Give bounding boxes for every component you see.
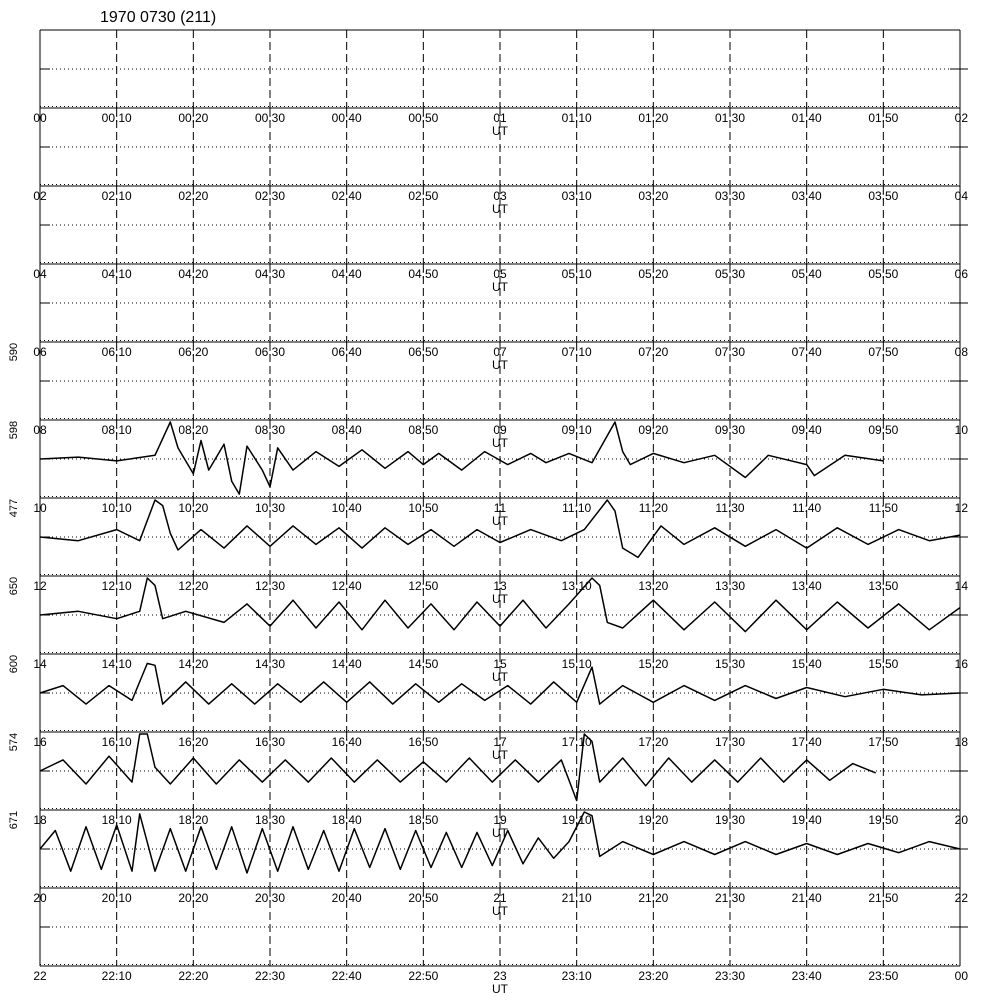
tick-label: 20:40 [331, 891, 362, 905]
tick-label: 05:20 [638, 267, 669, 281]
tick-label: 09 [493, 423, 507, 437]
panel-20 [8, 810, 968, 918]
panel-16 [8, 654, 968, 762]
tick-label: 06:50 [408, 345, 439, 359]
tick-label: 01 [493, 111, 507, 125]
tick-label: 04:20 [178, 267, 209, 281]
tick-label: 01:50 [868, 111, 899, 125]
tick-label: 13:50 [868, 579, 899, 593]
tick-label: 08 [954, 345, 968, 359]
panel-18 [8, 732, 968, 840]
tick-label: 19:20 [638, 813, 669, 827]
side-label: 598 [8, 420, 20, 440]
tick-label: 14:20 [178, 657, 209, 671]
tick-label: 03 [493, 189, 507, 203]
tick-label: 05:40 [791, 267, 822, 281]
tick-label: 11:40 [792, 501, 822, 515]
tick-label: 04:10 [101, 267, 132, 281]
tick-label: 05:30 [714, 267, 746, 281]
panel-10 [8, 420, 968, 528]
trace-line [40, 422, 883, 494]
axis-unit-label: UT [492, 436, 508, 450]
tick-label: 02:10 [101, 189, 132, 203]
tick-label: 17:50 [868, 735, 899, 749]
tick-label: 21:50 [868, 891, 899, 905]
tick-label: 05:50 [868, 267, 899, 281]
tick-label: 02 [33, 189, 47, 203]
tick-label: 00:10 [101, 111, 132, 125]
panel-12 [8, 498, 968, 606]
tick-label: 20:30 [254, 891, 286, 905]
trace-line [40, 734, 876, 801]
tick-label: 19:10 [561, 813, 592, 827]
side-label: 477 [8, 498, 20, 518]
tick-label: 06 [33, 345, 47, 359]
tick-label: 01:20 [638, 111, 669, 125]
tick-label: 06:10 [101, 345, 132, 359]
tick-label: 20:20 [178, 891, 209, 905]
tick-label: 03:10 [561, 189, 592, 203]
tick-label: 04:50 [408, 267, 439, 281]
tick-label: 23 [493, 969, 507, 983]
tick-label: 17:30 [714, 735, 746, 749]
tick-label: 23:40 [791, 969, 822, 983]
tick-label: 19:50 [868, 813, 899, 827]
tick-label: 14:40 [331, 657, 362, 671]
tick-label: 23:20 [638, 969, 669, 983]
tick-label: 20:50 [408, 891, 439, 905]
tick-label: 04:30 [254, 267, 286, 281]
tick-label: 11 [493, 501, 507, 515]
tick-label: 15:50 [868, 657, 899, 671]
tick-label: 00:40 [331, 111, 362, 125]
tick-label: 15 [493, 657, 507, 671]
tick-label: 07:50 [868, 345, 899, 359]
tick-label: 12:40 [331, 579, 362, 593]
tick-label: 10:10 [101, 501, 132, 515]
tick-label: 14:50 [408, 657, 439, 671]
tick-label: 08:20 [178, 423, 209, 437]
tick-label: 10:20 [178, 501, 209, 515]
tick-label: 00 [954, 969, 968, 983]
axis-unit-label: UT [492, 202, 508, 216]
tick-label: 17 [493, 735, 507, 749]
tick-label: 05:10 [561, 267, 592, 281]
tick-label: 16:20 [178, 735, 209, 749]
tick-label: 14 [954, 579, 968, 593]
tick-label: 18:40 [331, 813, 362, 827]
tick-label: 10:30 [254, 501, 286, 515]
side-label: 671 [8, 810, 20, 830]
tick-label: 16 [954, 657, 968, 671]
tick-label: 16 [33, 735, 47, 749]
tick-label: 12 [954, 501, 968, 515]
axis-unit-label: UT [492, 982, 508, 996]
tick-label: 08:50 [408, 423, 439, 437]
tick-label: 09:50 [868, 423, 899, 437]
tick-label: 13:10 [561, 579, 592, 593]
tick-label: 10 [33, 501, 47, 515]
tick-label: 18 [954, 735, 968, 749]
tick-label: 22:10 [101, 969, 132, 983]
tick-label: 16:30 [254, 735, 286, 749]
tick-label: 21:20 [638, 891, 669, 905]
tick-label: 15:10 [561, 657, 592, 671]
tick-label: 01:30 [714, 111, 746, 125]
axis-unit-label: UT [492, 124, 508, 138]
tick-label: 03:40 [791, 189, 822, 203]
tick-label: 10:50 [408, 501, 439, 515]
tick-label: 23:30 [714, 969, 746, 983]
tick-label: 01:10 [561, 111, 592, 125]
tick-label: 02:40 [331, 189, 362, 203]
tick-label: 23:10 [561, 969, 592, 983]
tick-label: 15:20 [638, 657, 669, 671]
tick-label: 18 [33, 813, 47, 827]
tick-label: 23:50 [868, 969, 899, 983]
tick-label: 11:50 [868, 501, 898, 515]
tick-label: 17:20 [638, 735, 669, 749]
tick-label: 11:10 [562, 501, 592, 515]
tick-label: 16:40 [331, 735, 362, 749]
tick-label: 19 [493, 813, 507, 827]
axis-unit-label: UT [492, 592, 508, 606]
tick-label: 21:30 [714, 891, 746, 905]
tick-label: 06:30 [254, 345, 286, 359]
tick-label: 12:20 [178, 579, 209, 593]
panel-14 [8, 576, 968, 684]
tick-label: 12 [33, 579, 47, 593]
tick-label: 00:50 [408, 111, 439, 125]
tick-label: 00:30 [254, 111, 286, 125]
panel-08 [8, 342, 968, 450]
tick-label: 06:40 [331, 345, 362, 359]
tick-label: 16:10 [101, 735, 132, 749]
tick-label: 07:40 [791, 345, 822, 359]
tick-label: 09:20 [638, 423, 669, 437]
tick-label: 22:40 [331, 969, 362, 983]
axis-unit-label: UT [492, 826, 508, 840]
tick-label: 17:10 [561, 735, 592, 749]
tick-label: 11:30 [715, 501, 745, 515]
tick-label: 14:30 [254, 657, 286, 671]
tick-label: 01:40 [791, 111, 822, 125]
tick-label: 17:40 [791, 735, 822, 749]
tick-label: 19:30 [714, 813, 746, 827]
tick-label: 13:30 [714, 579, 746, 593]
panels-group [8, 30, 968, 996]
tick-label: 08:30 [254, 423, 286, 437]
tick-label: 18:20 [178, 813, 209, 827]
tick-label: 08 [33, 423, 47, 437]
tick-label: 15:30 [714, 657, 746, 671]
tick-label: 09:40 [791, 423, 822, 437]
tick-label: 18:50 [408, 813, 439, 827]
tick-label: 03:30 [714, 189, 746, 203]
tick-label: 18:10 [101, 813, 132, 827]
panel-00 [33, 30, 968, 138]
side-label: 590 [8, 342, 20, 362]
side-label: 574 [8, 732, 20, 752]
tick-label: 05 [493, 267, 507, 281]
tick-label: 14 [33, 657, 47, 671]
tick-label: 07:30 [714, 345, 746, 359]
tick-label: 21 [493, 891, 507, 905]
tick-label: 13:40 [791, 579, 822, 593]
tick-label: 10:40 [331, 501, 362, 515]
tick-label: 02:30 [254, 189, 286, 203]
tick-label: 21:10 [561, 891, 592, 905]
tick-label: 03:50 [868, 189, 899, 203]
tick-label: 22:30 [254, 969, 286, 983]
tick-label: 22 [33, 969, 47, 983]
axis-unit-label: UT [492, 280, 508, 294]
tick-label: 09:30 [714, 423, 746, 437]
tick-label: 13:20 [638, 579, 669, 593]
tick-label: 13 [493, 579, 507, 593]
tick-label: 08:40 [331, 423, 362, 437]
tick-label: 12:10 [101, 579, 132, 593]
tick-label: 06:20 [178, 345, 209, 359]
tick-label: 04 [954, 189, 968, 203]
tick-label: 02:20 [178, 189, 209, 203]
tick-label: 11:20 [638, 501, 668, 515]
tick-label: 12:30 [254, 579, 286, 593]
tick-label: 20 [954, 813, 968, 827]
tick-label: 00:20 [178, 111, 209, 125]
tick-label: 04:40 [331, 267, 362, 281]
tick-label: 15:40 [791, 657, 822, 671]
tick-label: 03:20 [638, 189, 669, 203]
axis-unit-label: UT [492, 670, 508, 684]
axis-unit-label: UT [492, 514, 508, 528]
tick-label: 21:40 [791, 891, 822, 905]
tick-label: 16:50 [408, 735, 439, 749]
side-label: 600 [8, 654, 20, 674]
tick-label: 02:50 [408, 189, 439, 203]
tick-label: 19:40 [791, 813, 822, 827]
tick-label: 14:10 [101, 657, 132, 671]
tick-label: 20 [33, 891, 47, 905]
tick-label: 00 [33, 111, 47, 125]
tick-label: 06 [954, 267, 968, 281]
tick-label: 18:30 [254, 813, 286, 827]
tick-label: 02 [954, 111, 968, 125]
axis-unit-label: UT [492, 748, 508, 762]
axis-unit-label: UT [492, 358, 508, 372]
tick-label: 22:20 [178, 969, 209, 983]
tick-label: 12:50 [408, 579, 439, 593]
tick-label: 07:20 [638, 345, 669, 359]
tick-label: 07:10 [561, 345, 592, 359]
side-label: 650 [8, 576, 20, 596]
tick-label: 22 [954, 891, 968, 905]
tick-label: 08:10 [101, 423, 132, 437]
tick-label: 04 [33, 267, 47, 281]
axis-unit-label: UT [492, 904, 508, 918]
tick-label: 10 [954, 423, 968, 437]
tick-label: 07 [493, 345, 507, 359]
tick-label: 22:50 [408, 969, 439, 983]
chart-title: 1970 0730 (211) [100, 9, 217, 26]
tick-label: 20:10 [101, 891, 132, 905]
tick-label: 09:10 [561, 423, 592, 437]
